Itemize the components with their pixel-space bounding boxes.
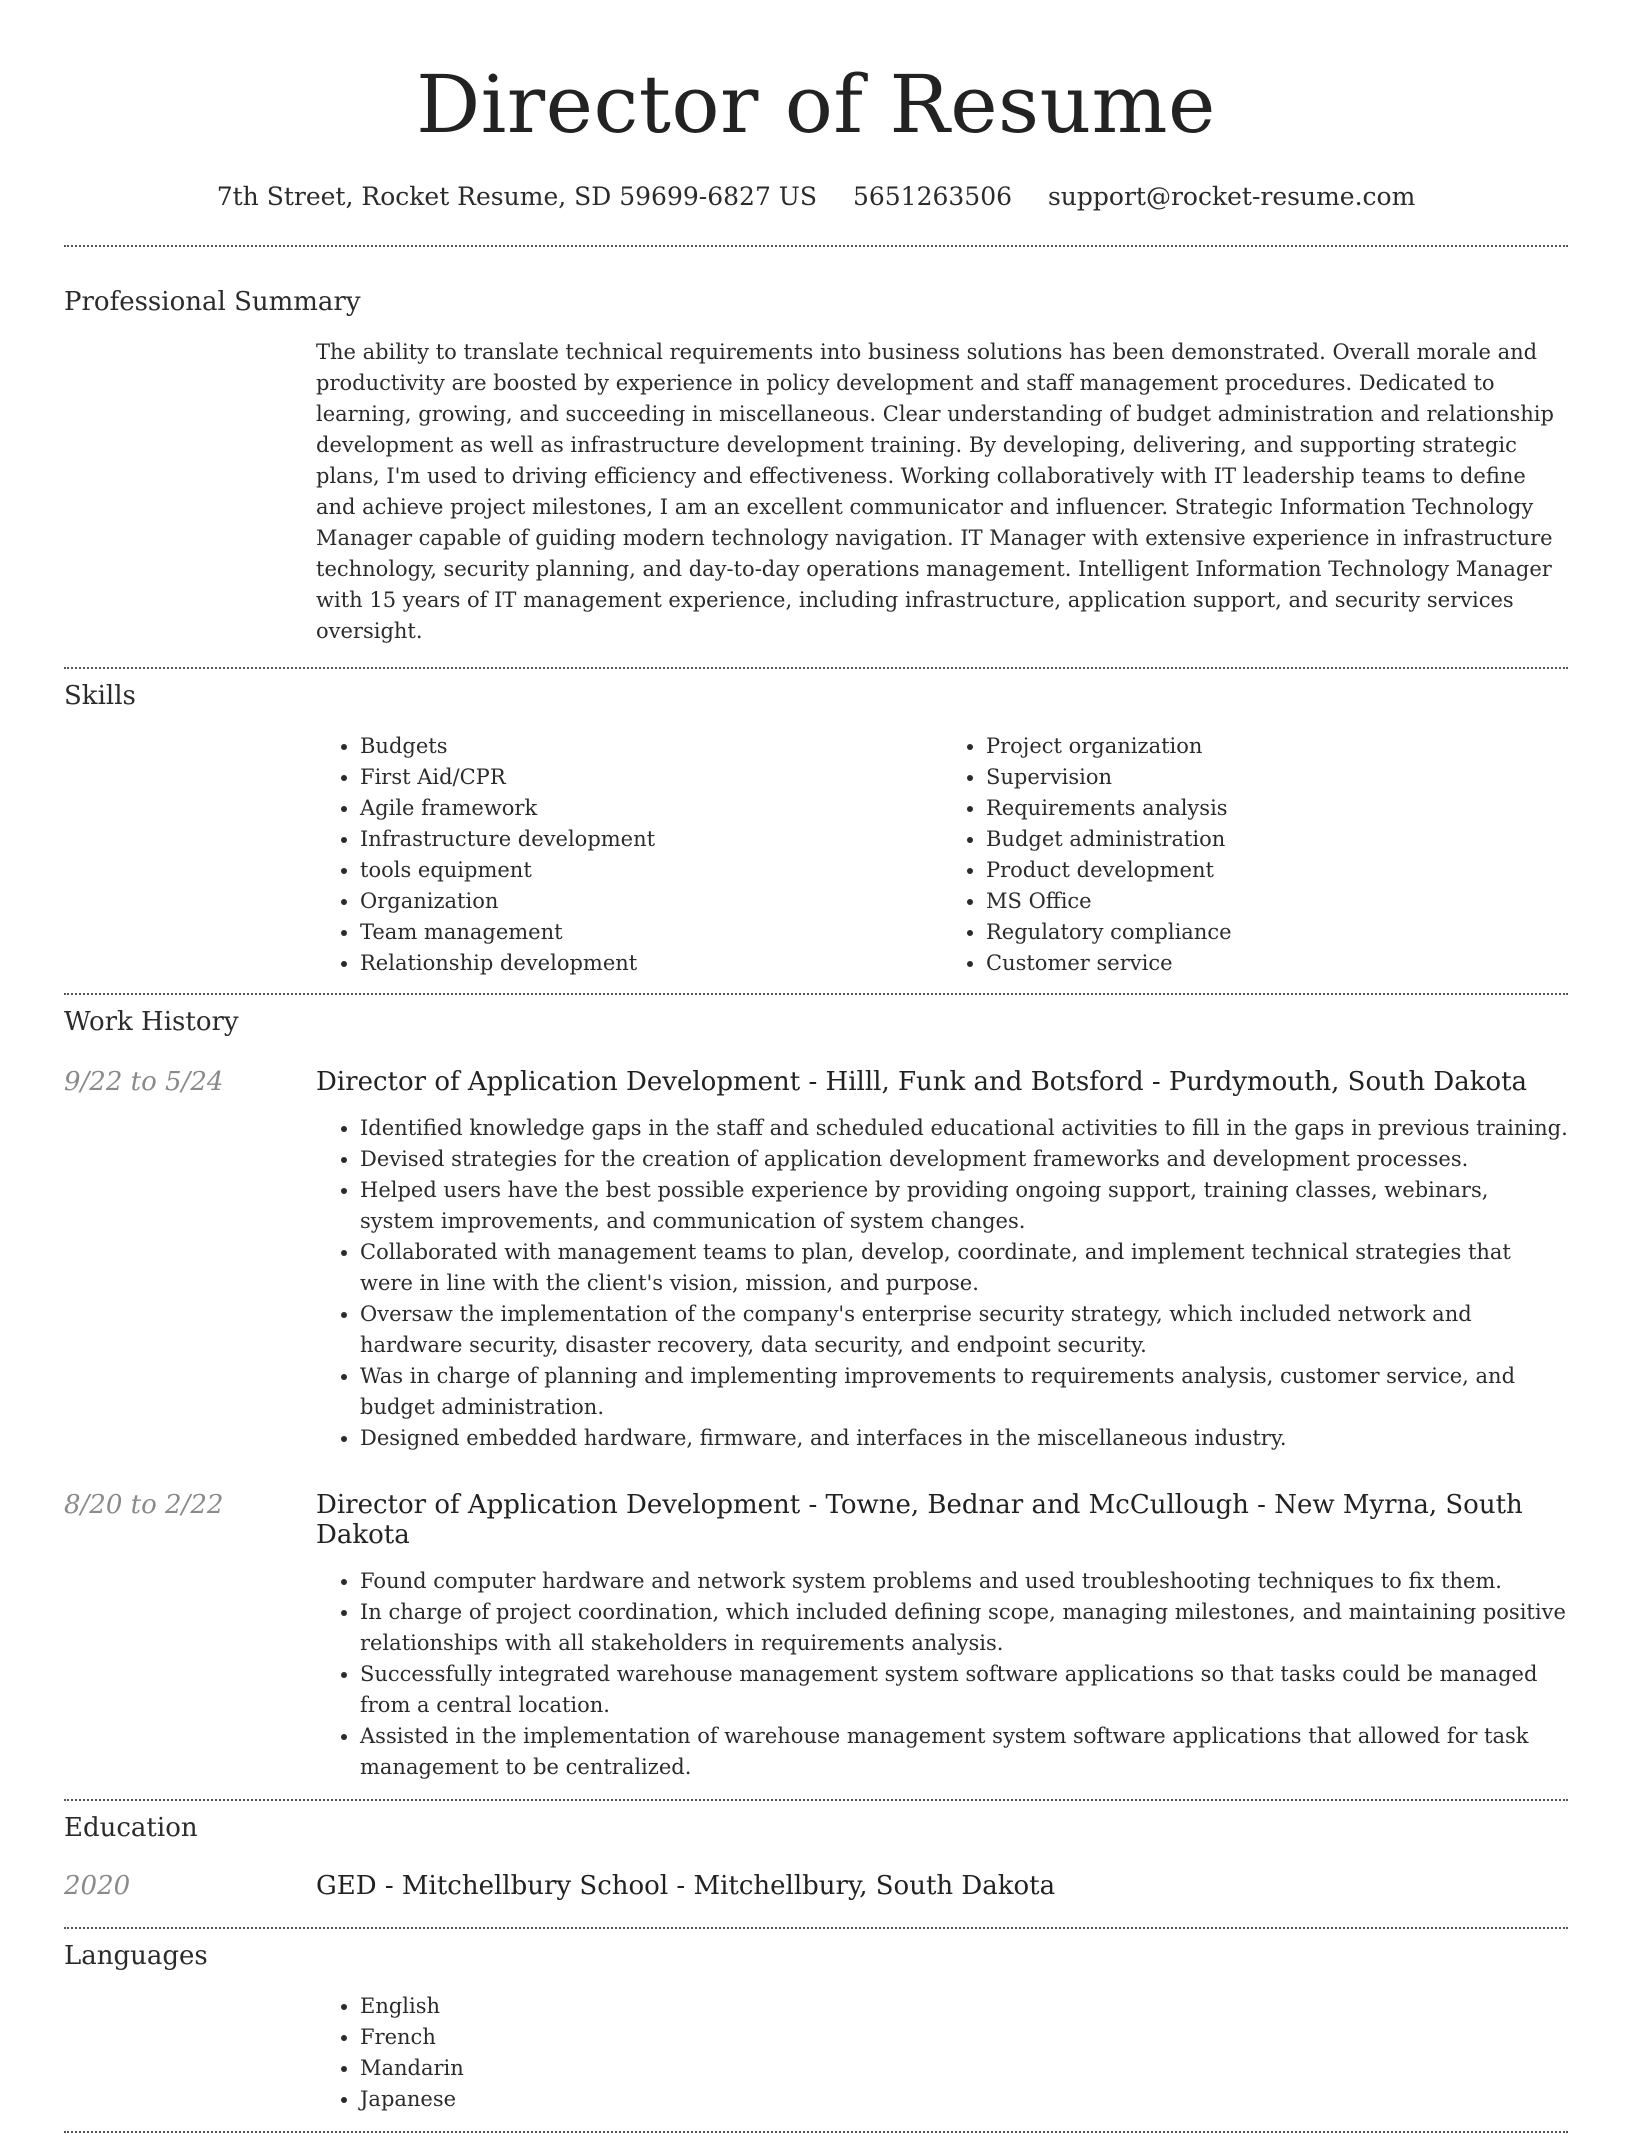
job-dates: 8/20 to 2/22	[64, 1490, 224, 1520]
job-bullet: • Identified knowledge gaps in the staff and scheduled educational activities to fill in the gaps in previous training.	[360, 1113, 1568, 1144]
languages-section	[64, 1941, 1568, 2115]
job-title: Director of Application Development - Towne, Bednar and McCullough - New Myrna, South Dakota	[316, 1490, 1523, 1550]
work-section	[64, 1007, 1568, 1783]
skill-item: • Budget administration	[986, 824, 1568, 855]
skills-list-right	[942, 731, 1568, 979]
job-dates: 9/22 to 5/24	[64, 1067, 224, 1097]
job-bullet: • Collaborated with management teams to plan, develop, coordinate, and implement technical strategies that were in line with the client's vision, mission, and purpose.	[360, 1237, 1568, 1299]
resume-name: Director of Resume	[416, 58, 1216, 151]
languages-list	[316, 1991, 1568, 2115]
job-bullet: • In charge of project coordination, which included defining scope, managing milestones, and maintaining positive relationships with all stakeholders in requirements analysis.	[360, 1597, 1568, 1659]
divider	[64, 1927, 1568, 1929]
skill-item: • Product development	[986, 855, 1568, 886]
education-section	[64, 1813, 1568, 1901]
language-item: • Mandarin	[360, 2053, 1568, 2084]
language-item: • English	[360, 1991, 1568, 2022]
job-bullet: • Successfully integrated warehouse management system software applications so that tasks could be managed from a central location.	[360, 1659, 1568, 1721]
skill-item: • Infrastructure development	[360, 824, 942, 855]
skills-section	[64, 681, 1568, 979]
job-bullet: • Devised strategies for the creation of application development frameworks and development processes.	[360, 1144, 1568, 1175]
education-year: 2020	[64, 1871, 131, 1901]
skills-title: Skills	[64, 681, 136, 711]
divider	[64, 993, 1568, 995]
skill-item: • Supervision	[986, 762, 1568, 793]
job-bullet: • Helped users have the best possible experience by providing ongoing support, training classes, webinars, system improvements, and communication of system changes.	[360, 1175, 1568, 1237]
contact-line	[64, 182, 1568, 211]
language-item: • French	[360, 2022, 1568, 2053]
summary-title: Professional Summary	[64, 287, 361, 317]
languages-title: Languages	[64, 1941, 208, 1971]
job-bullets	[316, 1113, 1568, 1454]
skill-item: • Relationship development	[360, 948, 942, 979]
job-entry	[64, 1490, 1568, 1783]
job-bullet: • Was in charge of planning and implementing improvements to requirements analysis, customer service, and budget administration.	[360, 1361, 1568, 1423]
skill-item: • Regulatory compliance	[986, 917, 1568, 948]
job-bullet: • Assisted in the implementation of warehouse management system software applications that allowed for task management to be centralized.	[360, 1721, 1568, 1783]
job-title: Director of Application Development - Hilll, Funk and Botsford - Purdymouth, South Dakota	[316, 1067, 1528, 1097]
job-bullets	[316, 1566, 1568, 1783]
summary-text: The ability to translate technical requirements into business solutions has been demonstrated. Overall morale and productivity are boosted by experience in policy development and staff management procedures. Dedicated to learning, growing, and succeeding in miscellaneous. Clear understanding of budget administration and relationship development as well as infrastructure development training. By developing, delivering, and supporting strategic plans, I'm used to driving efficiency and effectiveness. Working collaboratively with IT leadership teams to define and achieve project milestones, I am an excellent communicator and influencer. Strategic Information Technology Manager capable of guiding modern technology navigation. IT Manager with extensive experience in infrastructure technology, security planning, and day-to-day operations management. Intelligent Information Technology Manager with 15 years of IT management experience, including infrastructure, application support, and security services oversight.	[316, 340, 1554, 643]
skill-item: • Customer service	[986, 948, 1568, 979]
contact-email: support@rocket-resume.com	[1047, 182, 1416, 211]
contact-address: 7th Street, Rocket Resume, SD 59699-6827 US	[216, 182, 817, 211]
education-title: Education	[64, 1813, 198, 1843]
divider	[64, 245, 1568, 247]
job-bullet: • Designed embedded hardware, firmware, and interfaces in the miscellaneous industry.	[360, 1423, 1568, 1454]
skills-list-left	[316, 731, 942, 979]
skill-item: • Project organization	[986, 731, 1568, 762]
work-title: Work History	[64, 1007, 239, 1037]
education-entry: GED - Mitchellbury School - Mitchellbury, South Dakota	[316, 1871, 1056, 1901]
skill-item: • Budgets	[360, 731, 942, 762]
contact-phone: 5651263506	[852, 182, 1013, 211]
skill-item: • Agile framework	[360, 793, 942, 824]
divider	[64, 1799, 1568, 1801]
summary-section	[64, 287, 1568, 647]
skill-item: • First Aid/CPR	[360, 762, 942, 793]
job-bullet: • Found computer hardware and network system problems and used troubleshooting techniques to fix them.	[360, 1566, 1568, 1597]
skill-item: • MS Office	[986, 886, 1568, 917]
skill-item: • Requirements analysis	[986, 793, 1568, 824]
job-bullet: • Oversaw the implementation of the company's enterprise security strategy, which included network and hardware security, disaster recovery, data security, and endpoint security.	[360, 1299, 1568, 1361]
job-entry	[64, 1067, 1568, 1454]
divider	[64, 667, 1568, 669]
skill-item: • Organization	[360, 886, 942, 917]
skill-item: • Team management	[360, 917, 942, 948]
language-item: • Japanese	[360, 2084, 1568, 2115]
skill-item: • tools equipment	[360, 855, 942, 886]
